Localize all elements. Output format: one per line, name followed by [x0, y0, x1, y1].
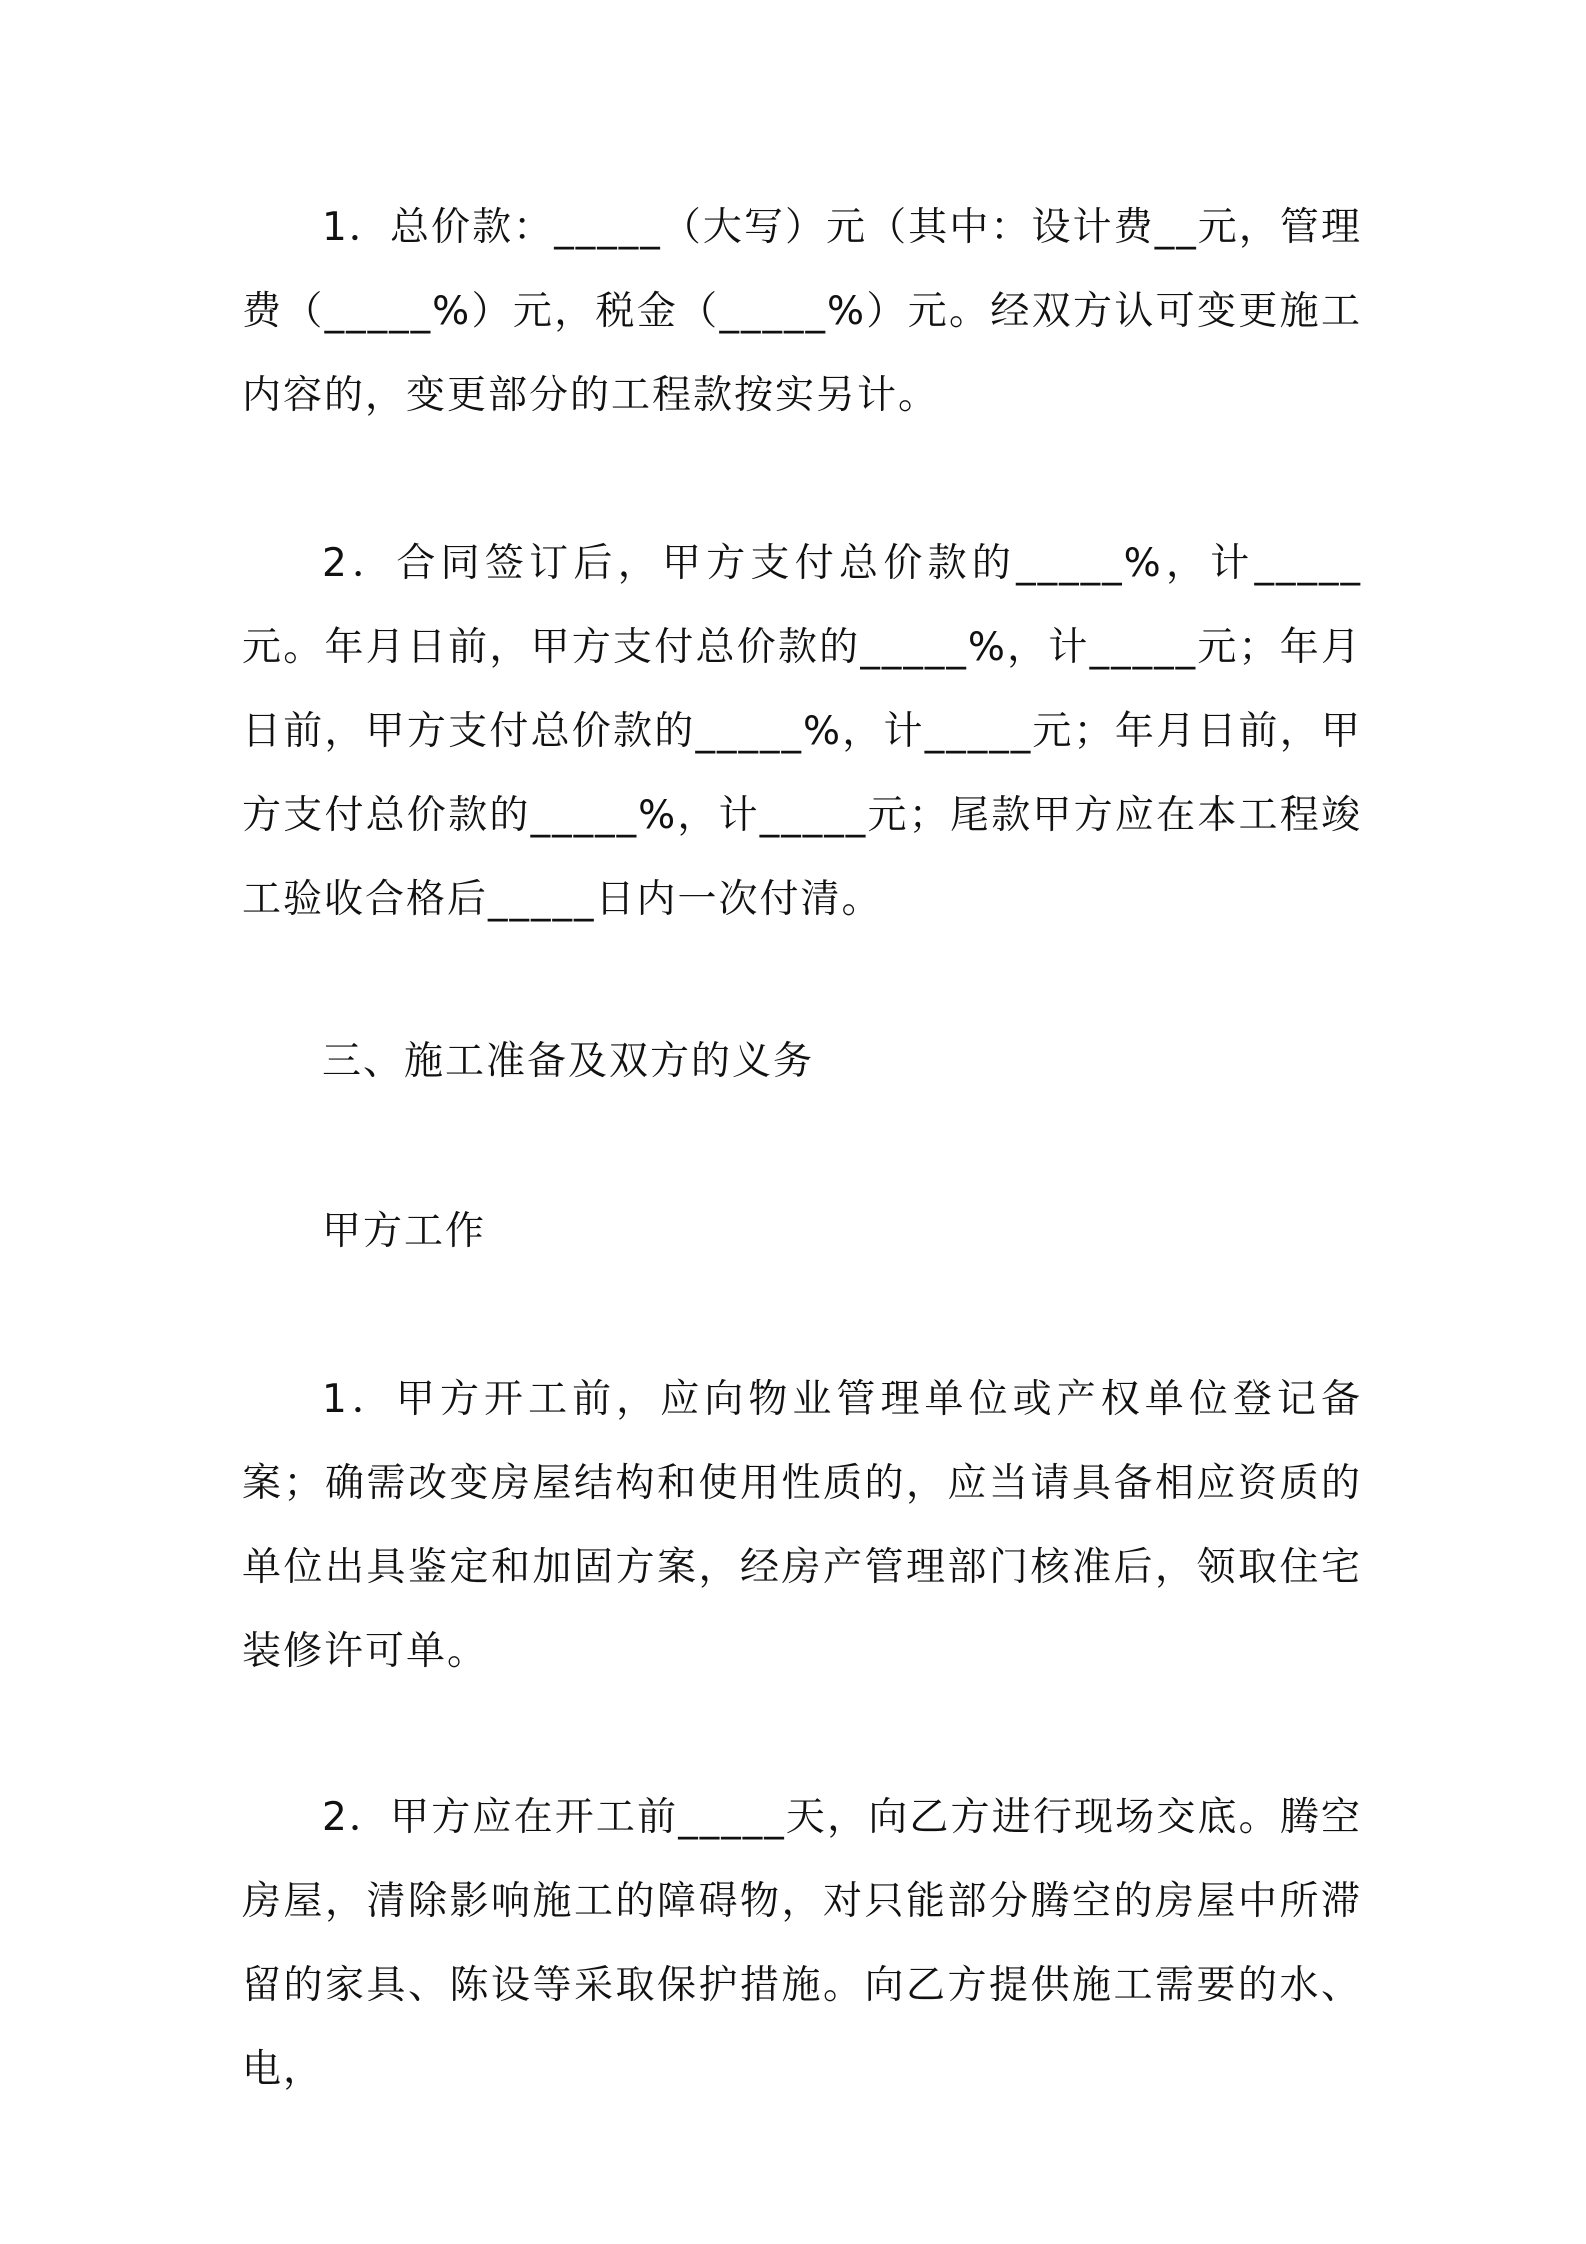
subheading-party-a-work: 甲方工作 — [322, 1209, 487, 1254]
paragraph-payment-schedule: 2．合同签订后，甲方支付总价款的_____%，计_____元。年月日前，甲方支付总价款的_____%，计_____元；年月日前，甲方支付总价款的_____%，计_____元；年月日前，甲方支付总价款的_____%，计_____元；尾款甲方应在本工程竣工验收合格后_____日内一次付清。 — [242, 541, 1362, 922]
section-heading-preparation: 三、施工准备及双方的义务 — [322, 1039, 815, 1084]
paragraph-party-a-registration: 1．甲方开工前，应向物业管理单位或产权单位登记备案；确需改变房屋结构和使用性质的，应当请具备相应资质的单位出具鉴定和加固方案，经房产管理部门核准后，领取住宅装修许可单。 — [242, 1377, 1362, 1674]
paragraph-party-a-site-handover: 2．甲方应在开工前_____天，向乙方进行现场交底。腾空房屋，清除影响施工的障碍物，对只能部分腾空的房屋中所滞留的家具、陈设等采取保护措施。向乙方提供施工需要的水、电， — [242, 1795, 1362, 2092]
paragraph-total-price: 1．总价款：_____（大写）元（其中：设计费__元，管理费（_____%）元，税金（_____%）元。经双方认可变更施工内容的，变更部分的工程款按实另计。 — [242, 205, 1362, 418]
